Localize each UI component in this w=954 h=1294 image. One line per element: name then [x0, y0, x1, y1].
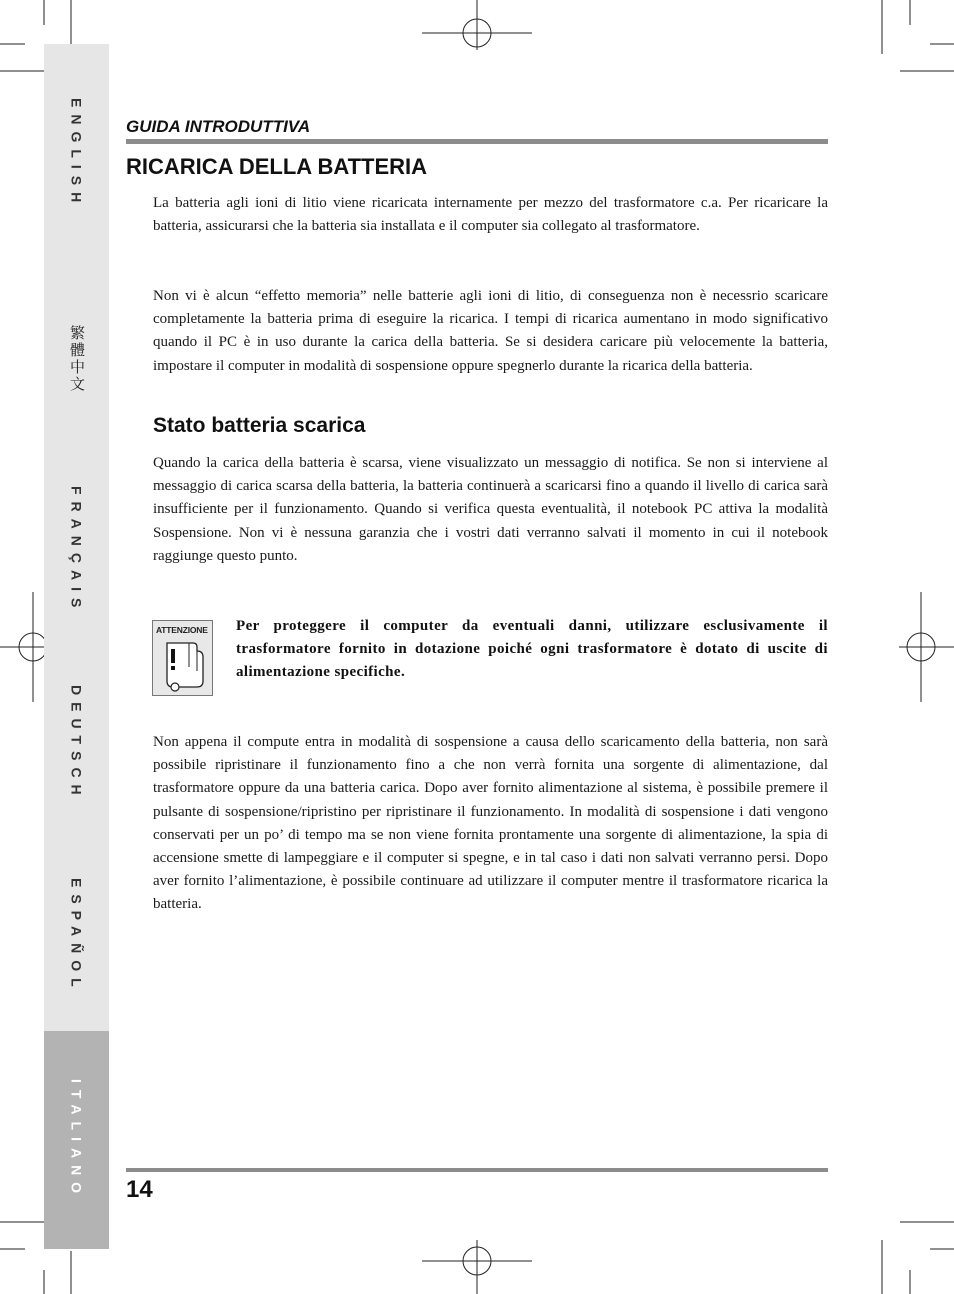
footer-rule — [126, 1168, 828, 1172]
tab-italiano-label: ITALIANO — [68, 1079, 85, 1201]
tab-traditional-chinese — [44, 263, 109, 456]
language-tabs — [44, 44, 109, 1249]
warning-label: ATTENZIONE — [156, 625, 208, 635]
tab-francais-label: FRANÇAIS — [68, 486, 85, 615]
tab-espanol-label: ESPAÑOL — [68, 877, 85, 994]
warning-text: Per proteggere il computer da eventuali danni, utilizzare esclusivamente il trasformatore fornito in dotazione poiché ogni trasformatore è dotato di uscite di alimentazione specifiche. — [236, 618, 828, 681]
tab-english-label: ENGLISH — [68, 97, 85, 210]
tab-italiano — [44, 1031, 109, 1251]
tab-francais — [44, 454, 109, 649]
section-header — [126, 117, 828, 144]
tab-traditional-chinese-label: 繁體中文 — [68, 324, 85, 393]
section-header-title: GUIDA INTRODUTTIVA — [126, 117, 311, 136]
paragraph-memory-effect: Non vi è alcun “effetto memoria” nelle batterie agli ioni di litio, di conseguenza non è necessrio scaricare completamente la batteria prima di eseguire la ricarica. I tempi di ricarica aumentano in modo significativo quando il PC è in uso durante la carica della batteria. Se si desidera caricare più velocemente la batteria, impostare il computer in modalità di sospensione oppure spegnerlo durante la ricarica della batteria. — [153, 288, 828, 374]
page-number: 14 — [126, 1176, 153, 1203]
page-title: RICARICA DELLA BATTERIA — [126, 154, 428, 179]
tab-espanol — [44, 840, 109, 1033]
tab-deutsch — [44, 647, 109, 842]
tab-english — [44, 44, 109, 265]
header-rule — [126, 139, 828, 144]
hand-icon — [159, 637, 209, 695]
subsection-title: Stato batteria scarica — [153, 414, 366, 437]
paragraph-resume: Non appena il compute entra in modalità di sospensione a causa dello scaricamento della batteria, non sarà possibile ripristinare il funzionamento fino a che non verrà fornita una sorgente di alimentazione, dal trasformatore oppure da una batteria carica. Dopo aver fornito alimentazione al sistema, è possibile premere il pulsante di sospensione/ripristino per ripristinare il funzionamento. In modalità di sospensione i dati vengono conservati per un po’ di tempo ma se non viene fornita prontamente una sorgente di alimentazione, la spia di accensione smette di lampeggiare e il computer si spegne, e in tal caso i dati non salvati verranno persi. Dopo aver fornito l’alimentazione, è possibile continuare ad utilizzare il computer mentre il trasformatore ricarica la batteria. — [153, 734, 828, 913]
paragraph-intro: La batteria agli ioni di litio viene ricaricata internamente per mezzo del trasformatore c.a. Per ricaricare la batteria, assicurarsi che la batteria sia installata e il computer sia collegato al trasformatore. — [153, 195, 828, 235]
tab-deutsch-label: DEUTSCH — [68, 685, 85, 802]
attention-hand-icon — [152, 620, 213, 696]
paragraph-low-battery: Quando la carica della batteria è scarsa, viene visualizzato un messaggio di notifica. Se non si interviene al messaggio di carica scarsa della batteria, la batteria continuerà a scaricarsi fino a quando il livello di carica sarà insufficiente per il funzionamento. Quando si verifica questa eventualità, il notebook PC attiva la modalità Sospensione. Non vi è nessuna garanzia che i vostri dati verranno salvati il momento in cui il notebook raggiunge questo punto. — [153, 455, 828, 564]
